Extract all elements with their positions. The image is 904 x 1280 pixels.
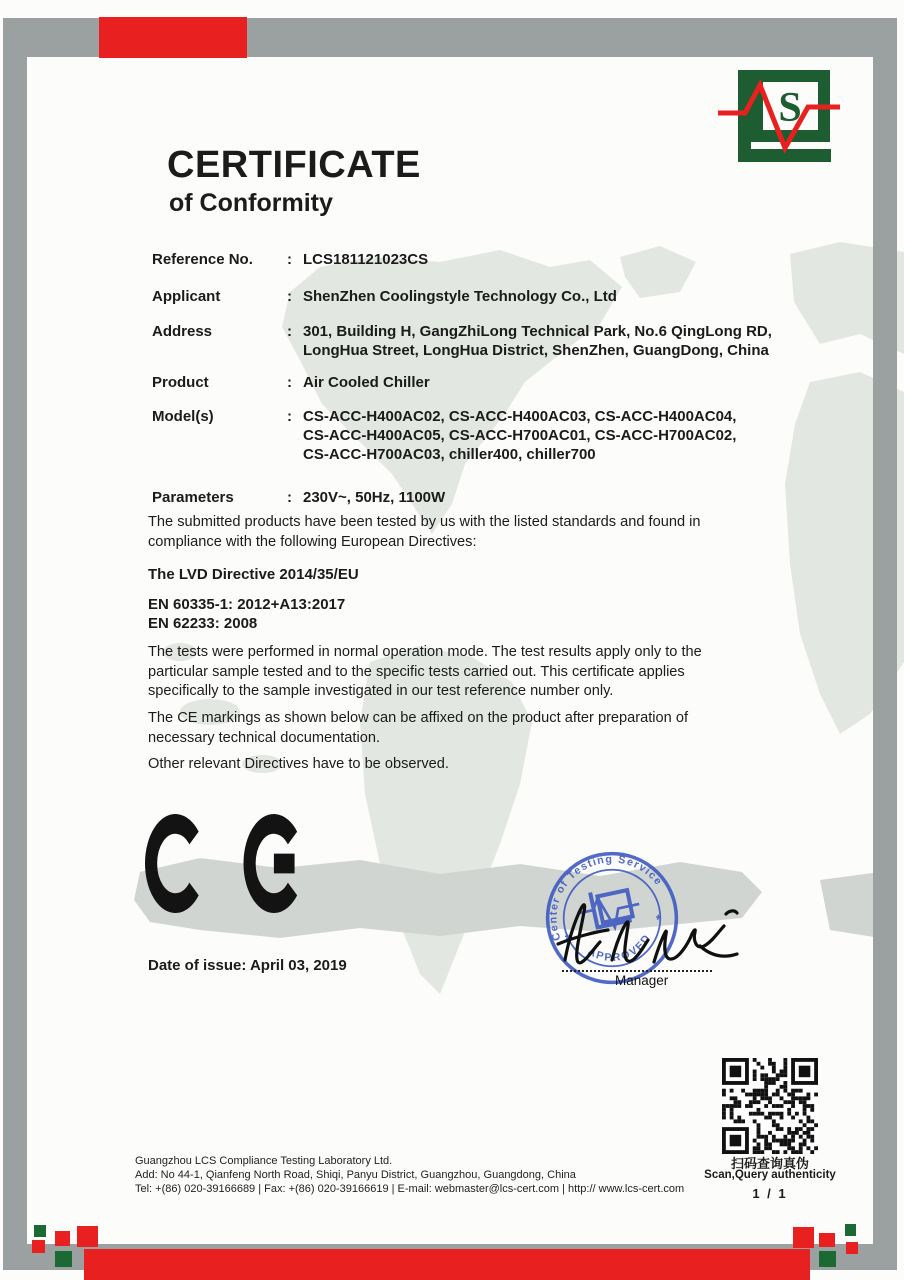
field-value: LCS181121023CS [303, 251, 429, 268]
field-colon: : [287, 323, 292, 340]
decor-square [819, 1251, 836, 1267]
frame-right [873, 18, 897, 1270]
red-accent-bottom [84, 1249, 810, 1280]
paragraph-other-directives: Other relevant Directives have to be observed. [148, 756, 449, 772]
qr-caption-chinese: 扫码查询真伪 [730, 1156, 809, 1171]
paragraph-intro: The submitted products have been tested by us with the listed standards and found in compliance with the following European Directives: [148, 514, 701, 550]
footer-contact: Tel: +(86) 020-39166689 | Fax: +(86) 020-39166619 | E-mail: webmaster@lcs-cert.com | http:// www.lcs-cert.com [135, 1183, 685, 1195]
decor-square [845, 1224, 856, 1236]
field-product [152, 373, 812, 392]
lcs-logo-letter: S [778, 85, 802, 131]
field-colon: : [287, 408, 292, 425]
stamp-arc-top-text: Center of Testing Service [547, 853, 665, 943]
paragraph-tests: The tests were performed in normal operation mode. The test results apply only to the particular sample tested and to the specific tests carried out. This certificate applies specifically to the sample investigated in our test reference number only. [148, 644, 702, 699]
field-colon: : [287, 374, 292, 391]
decor-square [55, 1251, 72, 1267]
date-of-issue: Date of issue: April 03, 2019 [148, 957, 347, 974]
field-value: ShenZhen Coolingstyle Technology Co., Ltd [303, 288, 617, 305]
field-colon: : [287, 489, 292, 506]
standards-list [148, 595, 740, 633]
ce-mark [145, 814, 297, 913]
stamp-arc-bottom-text: APPROVED [585, 931, 654, 965]
field-reference-no [152, 250, 812, 269]
footer-company: Guangzhou LCS Compliance Testing Laboratory Ltd. [135, 1155, 393, 1167]
field-label: Address [152, 323, 213, 340]
directive-line: The LVD Directive 2014/35/EU [148, 566, 359, 583]
field-label: Model(s) [152, 408, 214, 425]
standard-line: EN 62233: 2008 [148, 615, 258, 632]
field-applicant [152, 287, 812, 306]
field-value: Air Cooled Chiller [303, 374, 430, 391]
standard-line: EN 60335-1: 2012+A13:2017 [148, 596, 346, 613]
decor-square [77, 1226, 98, 1247]
manager-label: Manager [615, 973, 669, 988]
field-models [152, 407, 812, 464]
manager-signature [550, 882, 745, 982]
lcs-logo [718, 65, 848, 167]
certificate-subtitle: of Conformity [169, 189, 333, 217]
signature-line [562, 970, 712, 972]
paragraph-ce-markings: The CE markings as shown below can be affixed on the product after preparation of necessary technical documentation. [148, 710, 689, 746]
decor-square [793, 1227, 814, 1248]
stamp-star-left: * [563, 931, 573, 949]
certificate-title: CERTIFICATE [167, 144, 421, 186]
field-value: CS-ACC-H400AC02, CS-ACC-H400AC03, CS-ACC-H400AC04, CS-ACC-H400AC05, CS-ACC-H700AC01, CS-ACC-H700AC02, CS-ACC-H700AC03, chiller400, chiller700 [303, 408, 737, 463]
field-label: Applicant [152, 288, 221, 305]
approval-stamp-area [520, 842, 750, 1007]
field-label: Product [152, 374, 209, 391]
field-address [152, 322, 812, 360]
field-colon: : [287, 288, 292, 305]
field-colon: : [287, 251, 292, 268]
frame-left [3, 18, 27, 1270]
field-value: 301, Building H, GangZhiLong Technical Park, No.6 QingLong RD, LongHua Street, LongHua District, ShenZhen, GuangDong, China [303, 323, 772, 359]
decor-square [55, 1231, 70, 1246]
field-parameters [152, 488, 812, 507]
stamp-star-right: * [654, 911, 664, 929]
page-number: 1 / 1 [752, 1186, 788, 1201]
decor-square [34, 1225, 46, 1237]
decor-square [32, 1240, 45, 1253]
field-label: Reference No. [152, 251, 253, 268]
footer-address: Add: No 44-1, Qianfeng North Road, Shiqi, Panyu District, Guangzhou, Guangdong, China [135, 1169, 576, 1181]
decor-square [846, 1242, 858, 1254]
field-value: 230V~, 50Hz, 1100W [303, 489, 446, 506]
qr-caption-english: Scan,Query authenticity [704, 1169, 836, 1181]
decor-square [819, 1233, 835, 1247]
field-label: Parameters [152, 489, 234, 506]
red-accent-top [99, 17, 247, 58]
qr-code [722, 1058, 818, 1154]
